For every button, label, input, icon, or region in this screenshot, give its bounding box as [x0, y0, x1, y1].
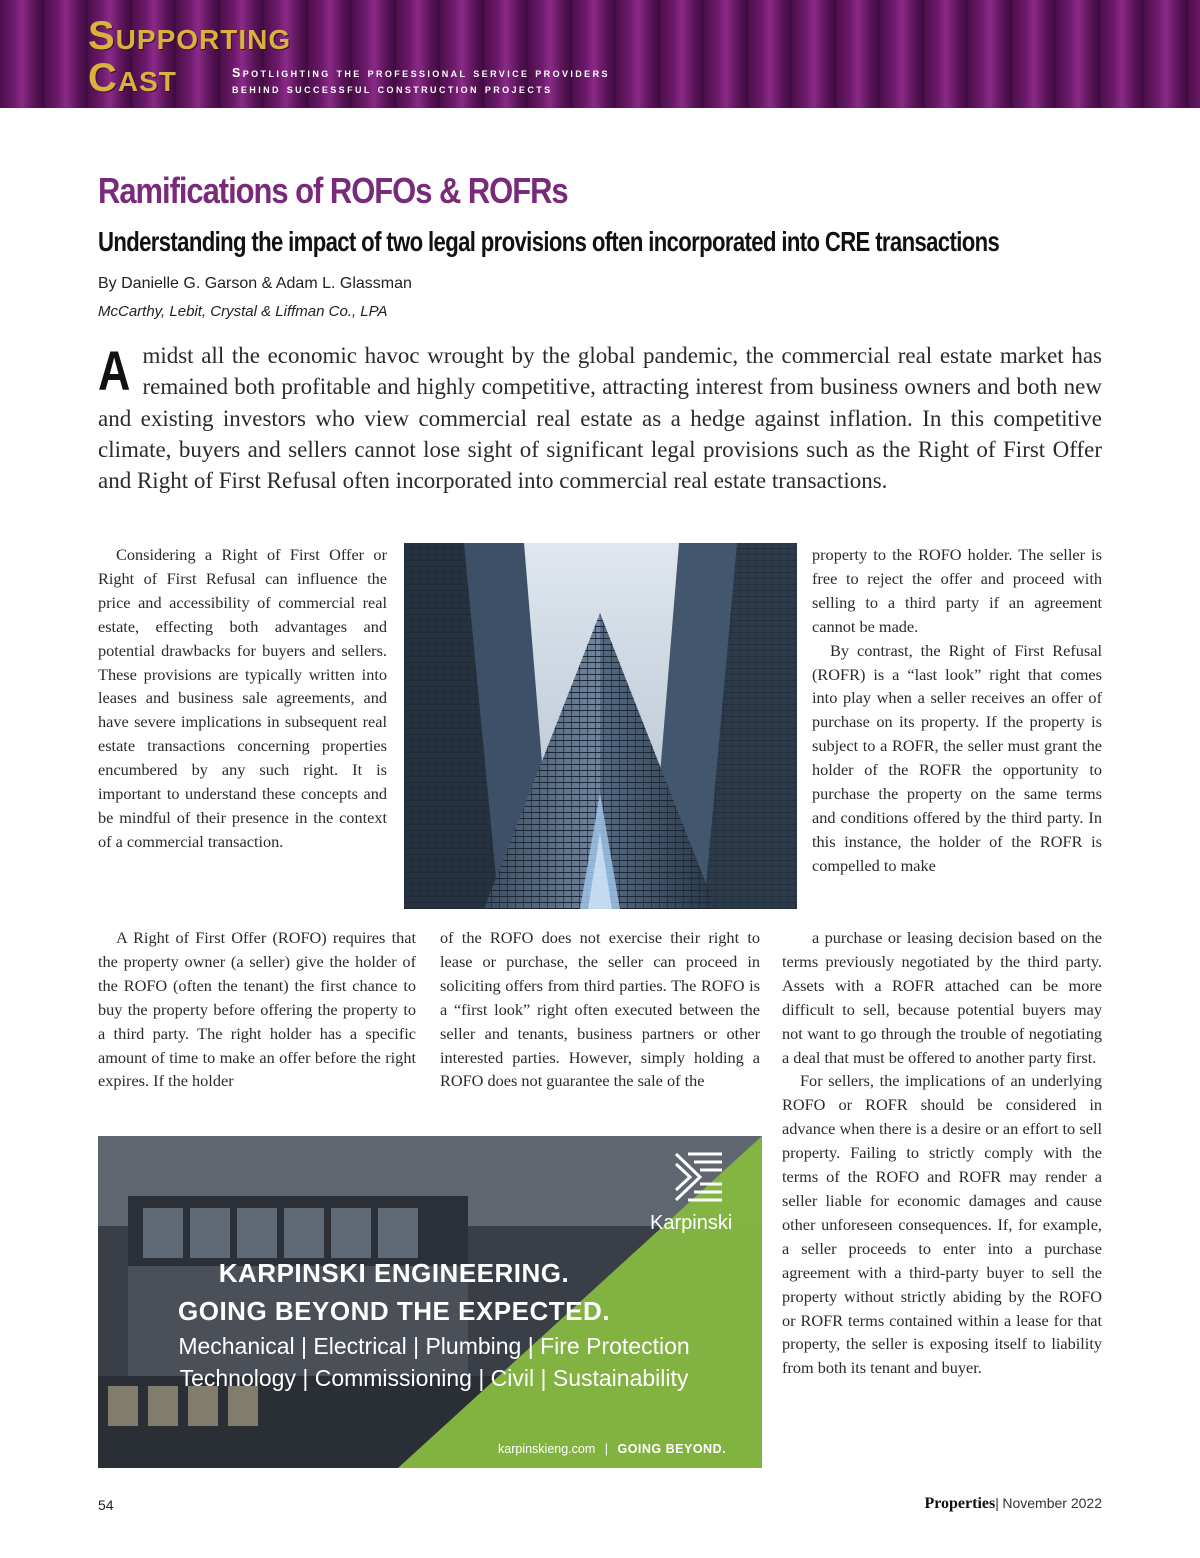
body-paragraph: A Right of First Offer (ROFO) requires that the property owner (a seller) give the holder of the ROFO (often the tenant) the first chance to buy the property before offering the property to a third party. The right holder has a specific amount of time to make an offer before the right expires. If the holder — [98, 928, 416, 1091]
skyscraper-illustration — [404, 543, 797, 909]
banner-tagline-line2: behind successful construction projects — [232, 82, 553, 96]
body-paragraph: a purchase or leasing decision based on the terms previously negotiated by the third party. Assets with a ROFR attached can be more difficult to sell, because potential buyers may not want to go through the trouble of negotiating a deal that must be offered to another party first. — [782, 928, 1102, 1067]
karpinski-advertisement[interactable] — [98, 1136, 762, 1468]
column-1-top — [98, 543, 387, 854]
footer-separator: | — [995, 1495, 999, 1511]
ad-services-1: Mechanical | Electrical | Plumbing | Fire Protection — [178, 1333, 690, 1359]
ad-tagline: GOING BEYOND. — [617, 1442, 727, 1456]
body-paragraph: By contrast, the Right of First Refusal (ROFR) is a “last look” right that comes into play when a seller receives an offer of purchase on its property. If the property is subject to a ROFR, the seller must grant the holder of the ROFR the opportunity to purchase the property on the same terms and conditions offered by the third party. In this instance, the holder of the ROFR is compelled to make — [812, 640, 1102, 875]
section-banner — [0, 0, 1200, 108]
article-title: Ramifications of ROFOs & ROFRs — [98, 170, 568, 211]
column-3-top — [812, 543, 1102, 878]
skyscraper-photo — [404, 543, 797, 909]
ad-brand-name: Karpinski — [650, 1212, 733, 1234]
issue-date: November 2022 — [1002, 1495, 1102, 1511]
ad-headline-1: KARPINSKI ENGINEERING. — [218, 1258, 570, 1288]
column-1-bottom — [98, 926, 416, 1093]
article-byline: By Danielle G. Garson & Adam L. Glassman — [98, 275, 412, 292]
column-3-bottom — [782, 926, 1102, 1380]
body-paragraph: For sellers, the implications of an underlying ROFO or ROFR should be considered in advance when there is a desire or an effort to sell property. Failing to strictly comply with the terms of the ROFO and ROFR may render a seller liable for economic damages and cause other unforeseen consequences. If, for example, a seller proceeds to enter into a purchase agreement with a third-party buyer to sell the property without strictly abiding by the ROFO or ROFR terms contained within a lease for that property, the seller is exposing itself to liability from both its tenant and buyer. — [782, 1071, 1102, 1378]
ad-services-2: Technology | Commissioning | Civil | Sustainability — [179, 1365, 689, 1391]
banner-title-cast: Cast — [88, 56, 177, 100]
body-paragraph: Considering a Right of First Offer or Right of First Refusal can influence the price and accessibility of commercial real estate, effecting both advantages and potential drawbacks for buyers and sellers. These provisions are typically written into leases and business sale agreements, and have severe implications in subsequent real estate transactions concerning properties encumbered by any such right. It is important to understand these concepts and be mindful of their presence in the context of a commercial transaction. — [98, 545, 387, 851]
ad-footer: karpinskieng.com | GOING BEYOND. — [498, 1442, 727, 1456]
body-paragraph: of the ROFO does not exercise their right to lease or purchase, the seller can proceed in soliciting offers from third parties. The ROFO is a “first look” right often executed between the seller and tenants, business partners or other interested parties. However, simply holding a ROFO does not guarantee the sale of the — [440, 928, 760, 1091]
page-number: 54 — [98, 1497, 114, 1513]
magazine-name: Properties — [924, 1495, 996, 1512]
ad-url-link[interactable]: karpinskieng.com — [498, 1442, 596, 1456]
lead-text: midst all the economic havoc wrought by the global pandemic, the commercial real estate market has remained both profitable and highly competitive, attracting interest from business owners and both new and existing investors who view commercial real estate as a hedge against inflation. In this competitive climate, buyers and sellers cannot lose sight of significant legal provisions such as the Right of First Offer and Right of First Refusal often incorporated into commercial real estate transactions. — [98, 343, 1102, 494]
column-2 — [440, 926, 760, 1093]
karpinski-logo-icon — [672, 1150, 726, 1204]
ad-headline-2: GOING BEYOND THE EXPECTED. — [178, 1296, 610, 1326]
banner-title-supporting: Supporting — [88, 14, 292, 58]
article-subtitle: Understanding the impact of two legal provisions often incorporated into CRE transactions — [98, 226, 1000, 257]
lead-paragraph — [98, 340, 1102, 496]
page-footer — [924, 1495, 1102, 1513]
drop-cap: A — [98, 339, 131, 402]
banner-tagline-line1: Spotlighting the professional service providers — [232, 66, 610, 80]
body-paragraph: property to the ROFO holder. The seller is free to reject the offer and proceed with selling to a third party if an agreement cannot be made. — [812, 545, 1102, 636]
article-firm: McCarthy, Lebit, Crystal & Liffman Co., LPA — [98, 303, 388, 320]
